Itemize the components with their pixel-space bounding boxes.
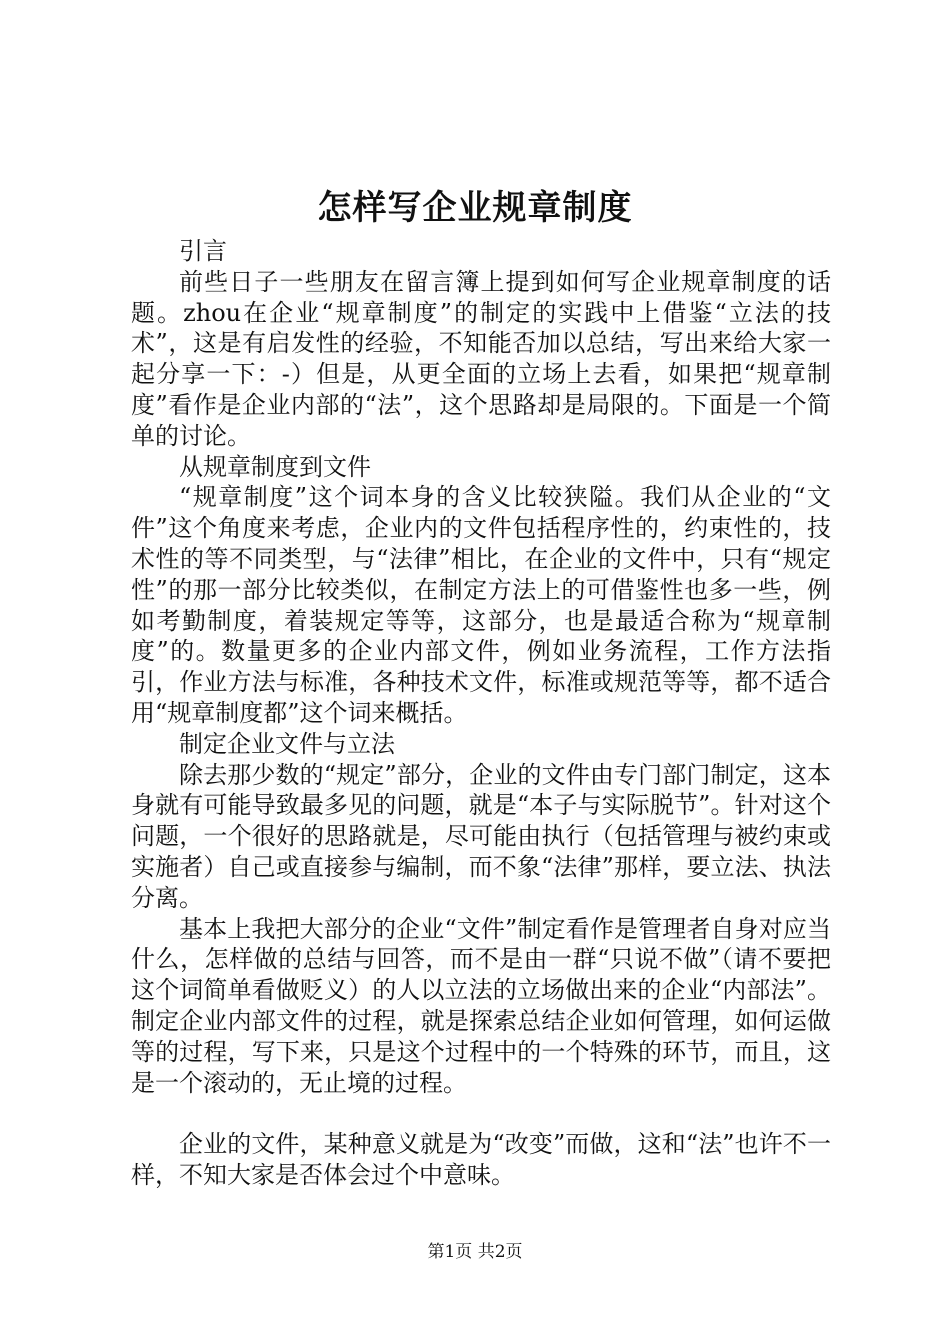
heading-rules-to-documents: 从规章制度到文件 [179, 452, 371, 481]
document-body [131, 236, 831, 1191]
paragraph-intro: 前些日子一些朋友在留言簿上提到如何写企业规章制度的话题。zhou在企业“规章制度”的制定的实践中上借鉴“立法的技术”，这是有启发性的经验，不知能否加以总结，写出来给大家一起分享一下：-）但是，从更全面的立场上去看，如果把“规章制度”看作是企业内部的“法”，这个思路却是局限的。下面是一个简单的讨论。 [131, 267, 831, 450]
heading-documents-and-legislation: 制定企业文件与立法 [179, 729, 395, 758]
paragraph-rules-to-documents: “规章制度”这个词本身的含义比较狭隘。我们从企业的“文件”这个角度来考虑，企业内的文件包括程序性的，约束性的，技术性的等不同类型，与“法律”相比，在企业的文件中，只有“规定性”的那一部分比较类似，在制定方法上的可借鉴性也多一些，例如考勤制度，着装规定等等，这部分，也是最适合称为“规章制度”的。数量更多的企业内部文件，例如业务流程，工作方法指引，作业方法与标准，各种技术文件，标准或规范等等，都不适合用“规章制度都”这个词来概括。 [131, 483, 831, 727]
document-title: 怎样写企业规章制度 [317, 188, 633, 228]
page-number: 第1页 共2页 [427, 1242, 523, 1262]
paragraph-management-summary: 基本上我把大部分的企业“文件”制定看作是管理者自身对应当什么，怎样做的总结与回答，而不是由一群“只说不做”（请不要把这个词简单看做贬义）的人以立法的立场做出来的企业“内部法”。制定企业内部文件的过程，就是探索总结企业如何管理，如何运做等的过程，写下来，只是这个过程中的一个特殊的环节，而且，这是一个滚动的，无止境的过程。 [131, 914, 831, 1097]
paragraph-conclusion: 企业的文件，某种意义就是为“改变”而做，这和“法”也许不一样，不知大家是否体会过个中意味。 [131, 1130, 831, 1189]
heading-intro: 引言 [179, 237, 227, 265]
paragraph-documents-and-legislation: 除去那少数的“规定”部分，企业的文件由专门部门制定，这本身就有可能导致最多见的问题，就是“本子与实际脱节”。针对这个问题，一个很好的思路就是，尽可能由执行（包括管理与被约束或实施者）自己或直接参与编制，而不象“法律”那样，要立法、执法分离。 [131, 760, 831, 912]
